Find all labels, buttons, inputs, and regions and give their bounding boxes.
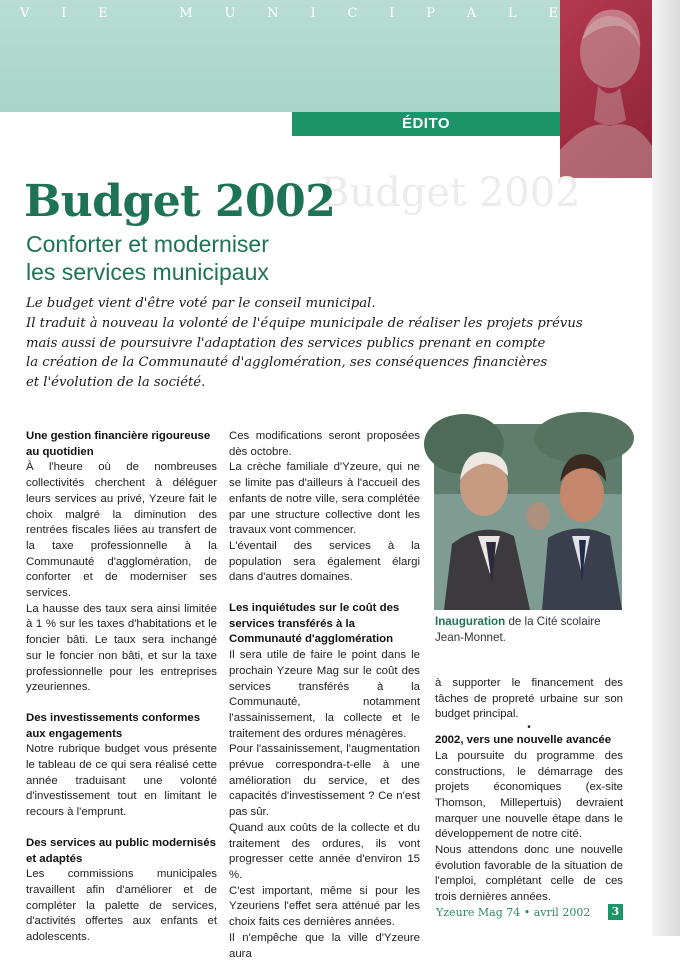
section-heading: Des investissements conformes aux engagements — [26, 711, 201, 740]
title-shadow: Budget 2002 — [320, 170, 581, 216]
section-heading: Les inquiétudes sur le coût des services transférés à la Communauté d'agglomération — [229, 602, 400, 646]
paragraph: L'éventail des services à la population sera également élargi dans d'autres domaines. — [229, 539, 420, 584]
section-letter: I — [61, 6, 69, 21]
section-heading: Des services au public modernisés et adaptés — [26, 836, 216, 865]
page-edge — [652, 0, 680, 936]
photo-people-icon — [434, 424, 622, 610]
subtitle — [26, 230, 269, 286]
paragraph: Pour l'assainissement, l'augmentation prévue correspondra-t-elle à une amélioration du service, et des capacités d'investissement ? Ce n'est pas sûr. — [229, 743, 420, 819]
section-letter: I — [389, 6, 397, 21]
section-letter: E — [548, 6, 560, 21]
subtitle-line: les services municipaux — [26, 259, 269, 285]
category-bar: ÉDITO — [292, 112, 560, 136]
paragraph: Il sera utile de faire le point dans le prochain Yzeure Mag sur le coût des services transférés à la Communauté, notamment l'assainissement, la collecte et le traitement des ordures ménagères. — [229, 649, 420, 740]
paragraph: Quand aux coûts de la collecte et du traitement des ordures, ils vont progresser cette année d'environ 15 %. — [229, 821, 420, 881]
page-number: 3 — [608, 904, 623, 920]
paragraph: La crèche familiale d'Yzeure, qui ne se limite pas d'ailleurs à l'accueil des enfants de notre ville, sera complétée par une structure collective dont les travaux vont commencer. — [229, 461, 420, 537]
intro-line: Le budget vient d'être voté par le conseil municipal. — [26, 296, 376, 311]
article-column-3 — [435, 676, 623, 906]
header-band — [0, 0, 560, 112]
section-letter: M — [179, 6, 195, 21]
paragraph: Nous attendons donc une nouvelle évolution favorable de la situation de l'emploi, complétant celle de ces trois dernières années. — [435, 844, 623, 904]
section-label — [20, 6, 560, 21]
intro-line: et l'évolution de la société. — [26, 375, 206, 391]
intro-line: Il traduit à nouveau la volonté de l'équipe municipale de réaliser les projets prévus — [26, 315, 583, 331]
footer-issue: Yzeure Mag 74 • avril 2002 — [436, 906, 591, 919]
section-letter: E — [98, 6, 110, 21]
photo-caption — [435, 614, 625, 645]
inauguration-photo — [434, 424, 622, 610]
paragraph: à supporter le financement des tâches de propreté urbaine sur son budget principal. — [435, 677, 623, 721]
caption-lead: Inauguration — [435, 615, 506, 628]
section-letter: V — [20, 6, 32, 21]
paragraph: Il n'empêche que la ville d'Yzeure aura — [229, 931, 420, 960]
paragraph: À l'heure où de nombreuses collectivités cherchent à déléguer leurs services au privé, Yzeure fait le choix malgré la diminution des rentrées fiscales liées au transfert de la taxe professionnelle à la Communauté d'agglomération, de conforter et de moderniser ses services. — [26, 461, 217, 600]
section-letter: A — [466, 6, 479, 21]
paragraph: Les commissions municipales travaillent afin d'améliorer et de compléter la palette de services, d'activités offertes aux enfants et adolescents. — [26, 868, 217, 944]
paragraph: Ces modifications seront proposées dès octobre. — [229, 430, 420, 458]
paragraph: La hausse des taux sera ainsi limitée à 1 % sur les taxes d'habitations et le foncier bâti. Le taux sera inchangé sur le foncier non bâti, et sur la taxe professionnelle pour les entreprises yzeuriennes. — [26, 602, 217, 694]
intro-paragraph — [26, 294, 626, 393]
subtitle-line: Conforter et moderniser — [26, 231, 269, 257]
section-letter: C — [347, 6, 360, 21]
section-heading: Une gestion financière rigoureuse au quotidien — [26, 430, 211, 458]
section-letter: N — [267, 6, 281, 21]
article-column-2 — [229, 429, 420, 962]
intro-line: mais aussi de poursuivre l'adaptation des services publics prenant en compte — [26, 335, 546, 351]
statue-image — [560, 0, 652, 178]
caption-text: de la Cité scolaire Jean-Monnet. — [435, 615, 601, 644]
page-title: Budget 2002 — [24, 176, 336, 227]
section-letter: P — [426, 6, 437, 21]
paragraph: Notre rubrique budget vous présente le tableau de ce qui sera réalisé cette année traduisant une volonté d'investissement tout en limitant le recours à l'emprunt. — [26, 743, 217, 819]
article-column-1 — [26, 429, 217, 946]
bullet-separator: • — [527, 722, 531, 734]
section-letter: U — [224, 6, 238, 21]
statue-bust-icon — [560, 0, 652, 178]
intro-line: la création de la Communauté d'agglomération, ses conséquences financières — [26, 355, 548, 371]
section-letter: I — [310, 6, 318, 21]
paragraph: La poursuite du programme des constructions, le démarrage des projets économiques (ex-site Thomson, Millepertuis) devraient marquer une nouvelle étape dans le développement de notre cité. — [435, 749, 623, 841]
section-letter: L — [508, 6, 519, 21]
paragraph: C'est important, même si pour les Yzeuriens l'effet sera atténué par les choix faits ces dernières années. — [229, 884, 420, 929]
section-heading: 2002, vers une nouvelle avancée — [435, 734, 612, 747]
